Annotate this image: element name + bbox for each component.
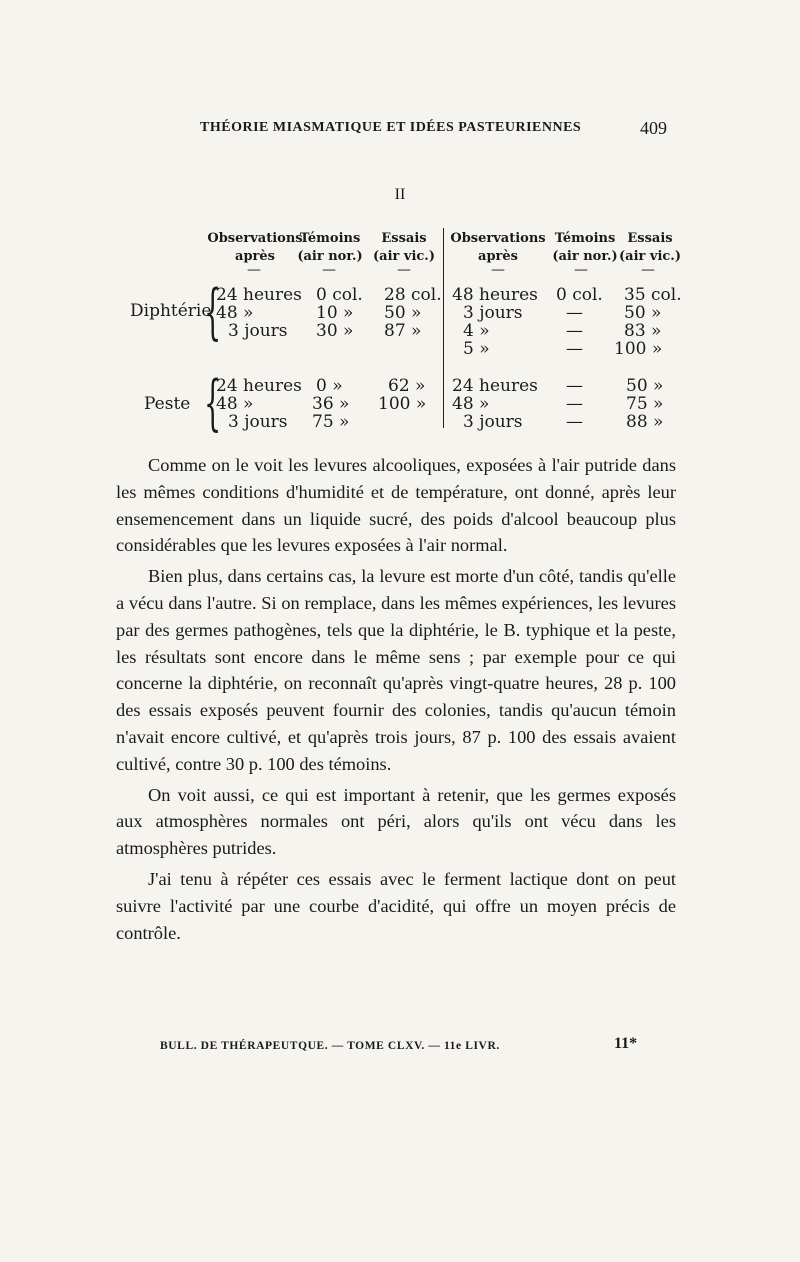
table-cell: 36 » [312,394,350,414]
table-cell: 75 » [626,394,664,414]
table-cell: 0 col. [316,285,363,305]
header-text: Essais [381,231,427,246]
running-head: THÉORIE MIASMATIQUE ET IDÉES PASTEURIENNES [200,120,582,135]
header-dash: — [397,262,411,278]
table-cell: 50 » [624,303,662,323]
table-cell: 100 » [378,394,427,414]
table-divider [443,228,444,428]
table-cell: 30 » [316,321,354,341]
table-cell: — [566,321,583,341]
header-text: Témoins [554,231,616,246]
table-cell: — [566,303,583,323]
header-text: (air vic.) [373,249,435,264]
header-essais-left [364,230,444,266]
paragraph: J'ai tenu à répéter ces essais avec le ferment lactique dont on peut suivre l'activité par une courbe d'acidité, qui offre un moyen précis de contrôle. [116,868,676,943]
table-cell: 100 » [614,339,663,359]
table-cell: 35 col. [624,285,682,305]
table-cell: — [566,394,583,414]
table-cell: 83 » [624,321,662,341]
header-text: (air nor.) [297,249,363,264]
section-number: II [394,186,406,203]
header-dash: — [247,262,261,278]
table-cell: 0 » [316,376,343,396]
header-dash: — [491,262,505,278]
table-cell: 5 » [463,339,490,359]
table-cell: 50 » [384,303,422,323]
header-dash: — [641,262,655,278]
header-text: (air nor.) [552,249,618,264]
footer-bulletin: BULL. DE THÉRAPEUTQUE. — TOME CLXV. — 11e LIVR. [160,1040,500,1052]
table-cell: 62 » [388,376,426,396]
table-cell: 24 heures [216,285,302,305]
table-cell: 3 jours [463,412,523,432]
header-text: Observations [450,231,546,246]
page-number: 409 [640,118,667,138]
table-cell: — [566,412,583,432]
table-cell: 3 jours [463,303,523,323]
table-cell: 4 » [463,321,490,341]
header-text: Observations [207,231,303,246]
table-cell: 3 jours [228,321,288,341]
table-cell: 75 » [312,412,350,432]
table-cell: 3 jours [228,412,288,432]
table-cell: 0 col. [556,285,603,305]
header-text: Essais [627,231,673,246]
group-label-peste: Peste [144,394,191,414]
table-cell: 88 » [626,412,664,432]
paragraph: Comme on le voit les levures alcooliques, exposées à l'air putride dans les mêmes conditions d'humidité et de température, ont donné, après leur ensemencement dans un liquide sucré, des poids d'alcool beaucoup plus considérables que les levures exposées à l'air normal. [116,455,676,556]
table-cell: 48 » [216,303,254,323]
table-cell: — [566,339,583,359]
header-dash: — [574,262,588,278]
table-cell: 48 » [452,394,490,414]
paragraph: On voit aussi, ce qui est important à retenir, que les germes exposés aux atmosphères normales ont péri, alors qu'ils ont vécu dans les atmosphères putrides. [116,784,676,859]
header-essais-right [614,230,686,266]
table-cell: 87 » [384,321,422,341]
table-cell: 28 col. [384,285,442,305]
table-cell: 48 heures [452,285,538,305]
header-text: Témoins [299,231,361,246]
header-text: après [235,249,275,264]
table-cell: — [566,376,583,396]
header-text: (air vic.) [619,249,681,264]
table-cell: 48 » [216,394,254,414]
table-cell: 10 » [316,303,354,323]
signature-mark: 11* [614,1035,638,1052]
table-cell: 50 » [626,376,664,396]
header-temoins-left [285,230,375,266]
brace: { [204,277,222,347]
paragraph: Bien plus, dans certains cas, la levure est morte d'un côté, tandis qu'elle a vécu dans l'autre. Si on remplace, dans les mêmes expériences, les levures par des germes pathogènes, tels que la diphtérie, le B. typhique et la peste, les résultats sont encore dans le même sens ; par exemple pour ce qui concerne la diphtérie, on reconnaît qu'après vingt-quatre heures, 28 p. 100 des essais exposés peuvent fournir des colonies, tandis qu'aucun témoin n'avait encore cultivé, et qu'après trois jours, 87 p. 100 des essais avaient cultivé, contre 30 p. 100 des témoins. [116,566,676,774]
header-dash: — [322,262,336,278]
header-text: après [478,249,518,264]
brace: { [204,368,222,438]
table-cell: 24 heures [216,376,302,396]
body-text [116,452,676,946]
table-cell: 24 heures [452,376,538,396]
group-label-diphterie: Diphtérie [130,301,212,321]
header-observations-right [448,230,548,266]
